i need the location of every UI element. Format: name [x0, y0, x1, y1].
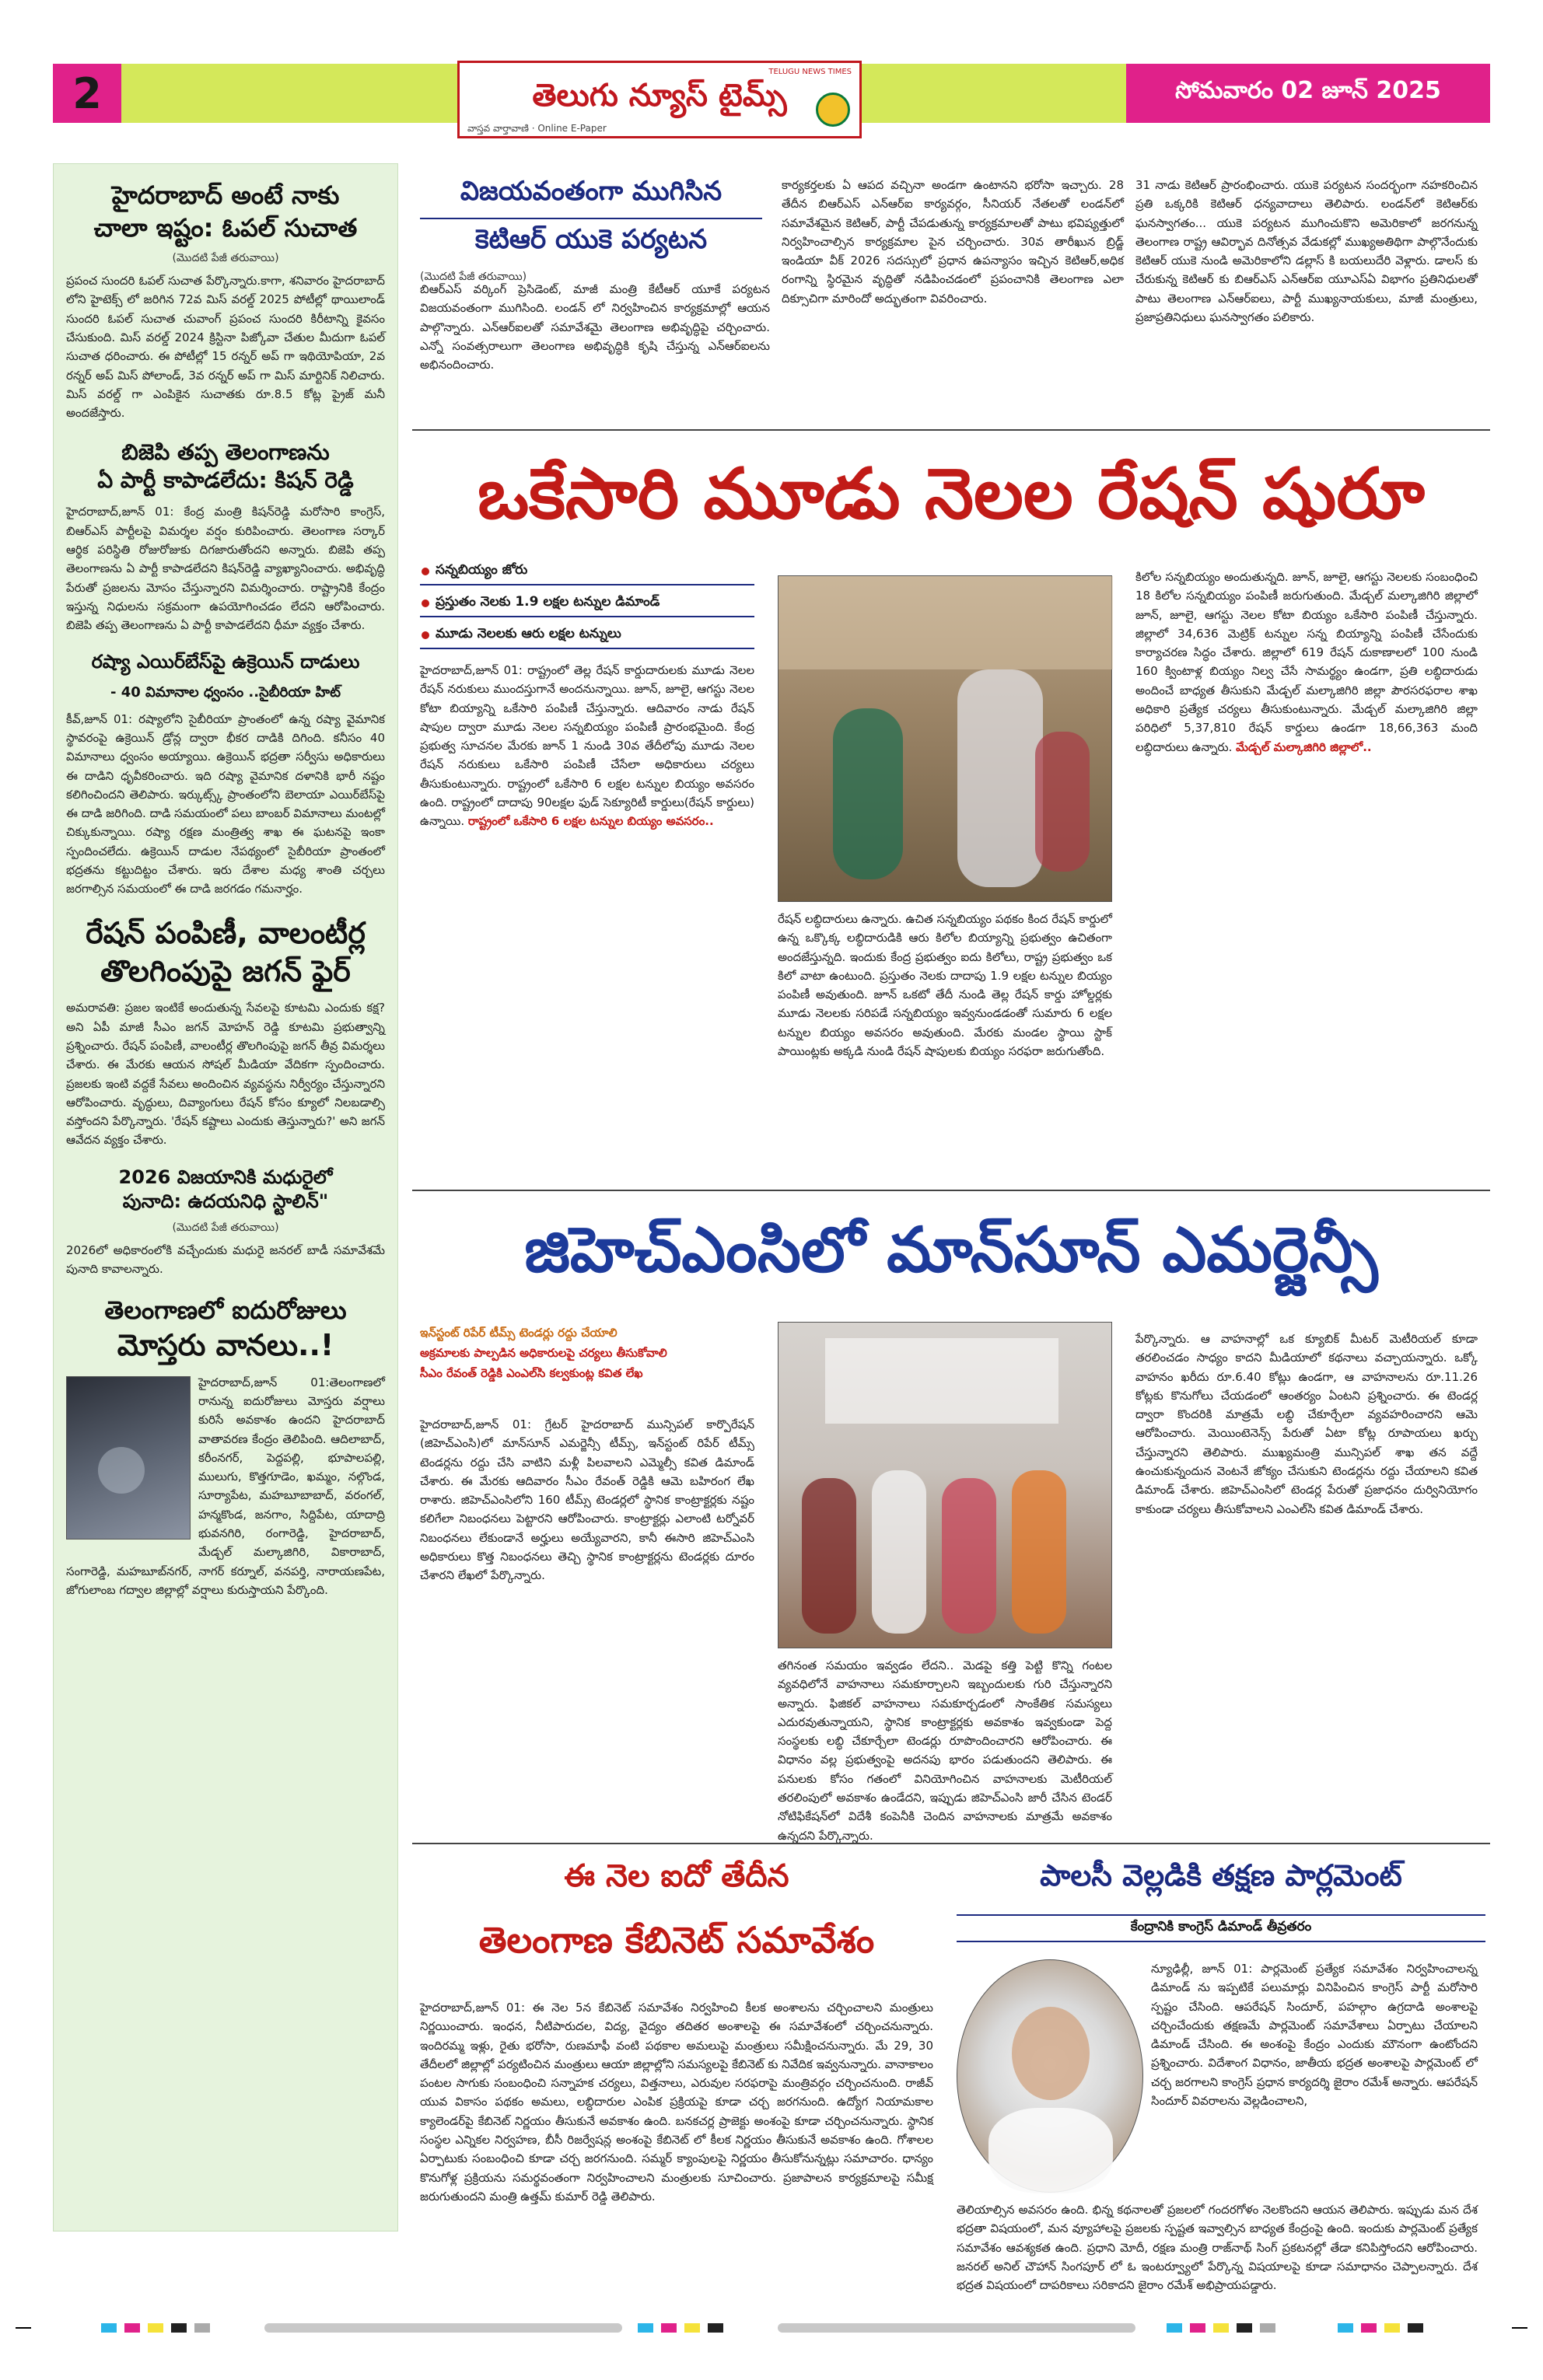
- ration-headline: ఒకేసారి మూడు నెలల రేషన్ షురూ: [478, 453, 1425, 535]
- page-header: [53, 61, 1490, 135]
- parliament-body-a: న్యూఢిల్లీ, జూన్ 01: పార్లమెంట్ ప్రత్యేక సమావేశం నిర్వహించాలన్న డిమాండ్ ను ఇప్పటికే పలుమార్లు వినిపించిన కాంగ్రెస్ పార్టీ మరోసారి స్పష్టం చేసింది. ఆపరేషన్ సిందూర్, పహల్గాం ఉగ్రదాడి అంశాలపై చర్చించేందుకు తక్షణమే పార్లమెంట్ సమావేశాలు ఏర్పాటు చేయాలని డిమాండ్ చేసింది. ఈ అంశంపై కేంద్రం ఎందుకు మౌనంగా ఉంటోందని ప్రశ్నించారు. విదేశాంగ విధానం, జాతీయ భద్రత అంశాలపై పార్లమెంట్ లో చర్చ జరగాలని కాంగ్రెస్ ప్రధాన కార్యదర్శి జైరాం రమేశ్ అన్నారు. ఆపరేషన్ సిందూర్ వివరాలను వెల్లడించాలని,: [1151, 1962, 1478, 2109]
- article-body: హైదరాబాద్,జూన్ 01: కేంద్ర మంత్రి కిషన్‌రెడ్డి మరోసారి కాంగ్రెస్, బిఆర్ఎస్ పార్టీలపై విమర్శల వర్షం కురిపించారు. తెలంగాణ సర్కార్ ఆర్థిక పరిస్థితి రోజురోజుకు దిగజారుతోందని అన్నారు. బిజెపి తప్ప తెలంగాణను ఏ పార్టీ కాపాడలేదని కిషన్‌రెడ్డి వ్యాఖ్యానించారు. అభివృద్ధి పేరుతో ప్రజలను మోసం చేస్తున్నారని విమర్శించారు. రాష్ట్రానికి కేంద్రం ఇస్తున్న నిధులను సక్రమంగా ఉపయోగించడం లేదని ఆరోపించారు. బిజెపి తప్ప తెలంగాణను ఏ పార్టీ కాపాడలేదని ధీమా వ్యక్తం చేశారు.: [66, 505, 385, 633]
- article-ukraine-attack: [66, 650, 385, 898]
- ghmc-subhead-1: ఇన్‌స్టంట్ రిపేర్ టీమ్స్ టెండర్లు రద్దు చేయాలి: [420, 1326, 618, 1340]
- ration-highlights: [420, 560, 754, 655]
- highlight-3: మూడు నెలలకు ఆరు లక్షల టన్నులు: [420, 624, 754, 649]
- issue-date: సోమవారం 02 జూన్ 2025: [1126, 64, 1490, 123]
- continued-note: (మొదటి పేజీ తరువాయి): [172, 252, 279, 265]
- title-line-1: తెలంగాణలో ఐదురోజులు: [104, 1295, 347, 1325]
- parliament-highlight: కేంద్రానికి కాంగ్రెస్ డిమాండ్ తీవ్రతరం: [957, 1914, 1485, 1942]
- title-line-1: విజయవంతంగా ముగిసిన: [420, 176, 762, 219]
- ktr-article-title: [420, 176, 762, 290]
- ghmc-col-2: తగినంత సమయం ఇవ్వడం లేదని.. మెడపై కత్తి పెట్టి కొన్ని గంటల వ్యవధిలోనే వాహనాలు సమకూర్చాలని ఇబ్బందులకు గురి చేస్తున్నారని అన్నారు. ఫిజికల్ వాహనాలు సమకూర్చడంలో సాంకేతిక సమస్యలు ఎదురవుతున్నాయని, స్థానిక కాంట్రాక్టర్లకు అవకాశం ఇవ్వకుండా పెద్ద సంస్థలకు లబ్ధి చేకూర్చేలా టెండర్లు రూపొందించారని ఆరోపించారు. ఈ విధానం వల్ల ప్రభుత్వంపై అదనపు భారం పడుతుందని తెలిపారు. ఈ పనులకు కోసం గతంలో వినియోగించిన వాహనాలకు మెటీరియల్ తరలింపులో అవకాశం ఉండేదని, ఇప్పుడు జిహెచ్ఎంసి జారీ చేసిన టెండర్ నోటిఫికేషన్‌లో విదేశీ కంపెనీకి చెందిన వాహనాలకు మాత్రమే అవకాశం ఉన్నదని పేర్కొన్నారు.: [778, 1658, 1112, 1843]
- article-body: కీవ్,జూన్ 01: రష్యాలోని సైబీరియా ప్రాంతంలో ఉన్న రష్యా వైమానిక స్థావరంపై ఉక్రెయిన్ డ్రోన్ల ద్వారా భీకర దాడికి దిగింది. కనీసం 40 విమానాలు ధ్వంసం అయ్యాయి. ఉక్రెయిన్ భద్రతా సర్వీసు అధికారులు ఈ దాడిని ధృవీకరించారు. ఇది రష్యా వైమానిక దళానికి భారీ నష్టం కలిగించిందని తెలిపారు. ఇర్కుట్స్క్ ప్రాంతంలోని బెలాయా ఎయిర్‌బేస్‌పై ఈ దాడి జరిగింది. దాడి సమయంలో పలు బాంబర్ విమానాలు మంటల్లో చిక్కుకున్నాయి. రష్యా రక్షణ మంత్రిత్వ శాఖ ఈ ఘటనపై ఇంకా స్పందించలేదు. ఉక్రెయిన్ దాడుల నేపథ్యంలో సైబీరియా ప్రాంతంలో భద్రతను కట్టుదిట్టం చేశారు. ఇరు దేశాల మధ్య శాంతి చర్చలు జరగాల్సిన సమయంలో ఈ దాడి జరగడం గమనార్హం.: [66, 711, 385, 896]
- article-body: 2026లో అధికారంలోకి వచ్చేందుకు మధురై జనరల్ బాడీ సమావేశమే పునాది కావాలన్నారు.: [66, 1243, 385, 1277]
- jairam-ramesh-photo: [957, 1959, 1143, 2193]
- ration-distribution-photo: [778, 575, 1112, 902]
- header-bar-left: [121, 64, 510, 123]
- logo-emblem-icon: [816, 93, 850, 127]
- article-body: ప్రపంచ సుందరి ఓపల్ సుచాత పేర్కొన్నారు.కాగా, శనివారం హైదరాబాద్ లోని హైటెక్స్ లో జరిగిన 72వ మిస్ వరల్డ్ 2025 పోటీల్లో థాయిలాండ్ సుందరి ఓపల్ సుచాత చువాంగ్ ప్రపంచ సుందరి కిరీటాన్ని కైవసం చేసుకుంది. మిస్ వరల్డ్ 2024 క్రిస్టినా పిజ్కోవా చేతుల మీదుగా ఓపల్ సుచాత ధరించారు. ఈ పోటీల్లో 15 రన్నర్ అప్ గా ఇథియోపియా, 2వ రన్నర్ అప్ మిస్ పోలాండ్, 3వ రన్నర్ అప్ గా మిస్ మార్టినిక్ నిలిచారు. మిస్ వరల్డ్ గా ఎంపికైన సుచాతకు రూ.8.5 కోట్ల ప్రైజ్ మనీ అందజేస్తారు.: [66, 274, 385, 421]
- article-udhayanidhi: [66, 1166, 385, 1279]
- title-line-1: రేషన్ పంపిణీ, వాలంటీర్ల: [86, 915, 366, 950]
- highlight-1: సన్నబియ్యం జోరు: [420, 560, 754, 585]
- article-title: [66, 1166, 385, 1214]
- title-line-2: ఏ పార్టీ కాపాడలేదు: కిషన్ రెడ్డి: [97, 467, 354, 493]
- title-line-2: చాలా ఇష్టం: ఓపల్ సుచాత: [93, 212, 358, 243]
- title-line-1: 2026 విజయానికి మధురైలో: [118, 1166, 333, 1188]
- main-news-area: [412, 163, 1490, 2293]
- crop-mark: [16, 2327, 31, 2329]
- title-line-1: బిజెపి తప్ప తెలంగాణను: [121, 439, 330, 465]
- print-registration-bar: [0, 2320, 1543, 2336]
- title-line-2: తొలగింపుపై జగన్ ఫైర్: [100, 953, 351, 988]
- ration-col-1-text: హైదరాబాద్,జూన్ 01: రాష్ట్రంలో తెల్ల రేషన్ కార్డుదారులకు మూడు నెలల రేషన్ నరుకులు ముందస్తుగానే అందనున్నాయి. జూన్, జూలై, ఆగస్టు నెలల కోటా బియ్యాన్ని ఒకేసారి పంపిణీ చేస్తున్నారు. ఆదివారం నాడు రేషన్ షాపుల ద్వారా మూడు నెలల సన్నబియ్యం పంపిణీ ప్రారంభమైంది. కేంద్ర ప్రభుత్వ సూచనల మేరకు జూన్ 1 నుండి 30వ తేదీలోపు మూడు నెలల రేషన్ నరుకులు ఒకేసారి పంపిణీ చేసేలా అధికారులు చర్యలు తీసుకుంటున్నారు. రాష్ట్రంలో ఒకేసారి 6 లక్షల టన్నుల బియ్యం అవసరం ఉంది. రాష్ట్రంలో దాదాపు 90లక్షల ఫుడ్ సెక్యూరిటీ కార్డులు(రేషన్ కార్డులు) ఉన్నాయి.: [420, 663, 754, 829]
- logo-title: తెలుగు న్యూస్ టైమ్స్: [532, 78, 787, 114]
- ghmc-col-3: పేర్కొన్నారు. ఆ వాహనాల్లో ఒక క్యూబిక్ మీటర్ మెటీరియల్ కూడా తరలించడం సాధ్యం కాదని మీడియాలో కథనాలు వచ్చాయన్నారు. ఒక్కో వాహనం ఖరీదు రూ.6.40 కోట్లు ఉండగా, ఆ వాహనాలను రూ.11.26 కోట్లకు కొనుగోలు చేయడంలో ఆంతర్యం ఏంటని ప్రశ్నించారు. ఈ టెండర్ల ద్వారా కొందరికి మాత్రమే లబ్ధి చేకూర్చేలా వ్యవహరించారని ఆమె ఆరోపించారు. మెయింటెనెన్స్ పేరుతో ఏటా కోట్ల రూపాయలు ఖర్చు చేస్తున్నారని తెలిపారు. ముఖ్యమంత్రి మున్సిపల్ శాఖ తన వద్దే ఉంచుకున్నందున వెంటనే జోక్యం చేసుకుని టెండర్లను రద్దు చేయాలని కవిత డిమాండ్ చేశారు. జిహెచ్ఎంసిలో టెండర్ల పేరుతో ప్రజాధనం దుర్వినియోగం కాకుండా చర్యలు తీసుకోవాలని ఎంఎల్‌సి కవిత డిమాండ్ చేశారు.: [1135, 1332, 1478, 1516]
- section-divider: [412, 1190, 1490, 1191]
- section-divider: [412, 429, 1490, 431]
- ghmc-headline: జిహెచ్‌ఎంసిలో మాన్‌సూన్ ఎమర్జెన్సీ: [524, 1214, 1378, 1286]
- title-line: పాలసీ వెల్లడికి తక్షణ పార్లమెంట్: [1040, 1858, 1402, 1892]
- ghmc-subhead-2: అక్రమాలకు పాల్పడిన అధికారులపై చర్యలు తీసుకోవాలి: [420, 1346, 667, 1360]
- highlight-2: ప్రస్తుతం నెలకు 1.9 లక్షల టన్నుల డిమాండ్: [420, 592, 754, 617]
- ktr-article-col-3: 31 నాడు కెటిఆర్ ప్రారంభించారు. యుకె పర్యటన సందర్భంగా నహకరించిన ప్రతి ఒక్కరికి కెటిఆర్ ధన్యవాదాలు తెలిపారు. లండన్‌లో కెటిఆర్‌కు ఘనస్వాగతం... యుకె పర్యటన ముగించుకొని అమెరికాలో జరగనున్న తెలంగాణ రాష్ట్ర ఆవిర్భావ దినోత్సవ వేడుకల్లో ముఖ్యఅతిథిగా పాల్గొనేందుకు కెటిఆర్ యుకె నుండి అమెరికాలోని డల్లాస్ కి బయలుదేరి వెళ్లారు. డాలస్ కు చేరుకున్న కెటిఆర్ కు బిఆర్ఎస్ ఎన్ఆర్ఐ యూఎస్ఏ విభాగం ప్రతినిధులతో పాటు తెలంగాణ ఎన్ఆర్ఐలు, పార్టీ ముఖ్యనాయకులు, మాజీ మంత్రులు, ప్రజాప్రతినిధులు ఘనస్వాగతం పలికారు.: [1135, 178, 1478, 325]
- ktr-article-col-1: బిఆర్ఎస్ వర్కింగ్ ప్రెసిడెంట్, మాజీ మంత్రి కేటీఆర్ యూకే పర్యటన విజయవంతంగా ముగిసింది. లండన్ లో నిర్వహించిన కార్యక్రమాల్లో ఆయన పాల్గొన్నారు. ఎన్ఆర్ఐలతో సమావేశమై తెలంగాణ అభివృద్ధిపై చర్చించారు. ఎన్నో సంవత్సరాలుగా తెలంగాణ అభివృద్ధికి కృషి చేస్తున్న ఎన్ఆర్ఐలను అభినందించారు.: [420, 282, 770, 372]
- article-body: అమరావతి: ప్రజల ఇంటికే అందుతున్న సేవలపై కూటమి ఎందుకు కక్ష? అని ఏపీ మాజీ సీఎం జగన్ మోహన్ రెడ్డి కూటమి ప్రభుత్వాన్ని ప్రశ్నించారు. రేషన్ పంపిణీ, వాలంటీర్ల తొలగింపుపై జగన్ తీవ్ర విమర్శలు చేశారు. ఈ మేరకు ఆయన సోషల్ మీడియా వేదికగా స్పందించారు. ప్రజలకు ఇంటి వద్దకే సేవలు అందించిన వ్యవస్థను నిర్వీర్యం చేస్తున్నారని ఆరోపించారు. వృద్ధులు, దివ్యాంగులు రేషన్ కోసం క్యూలో నిలబడాల్సి వస్తోందని పేర్కొన్నారు. 'రేషన్ కష్టాలు ఎందుకు తెస్తున్నారు?' అని జగన్ ఆవేదన వ్యక్తం చేశారు.: [66, 1001, 385, 1148]
- article-rains: [66, 1295, 385, 1600]
- parliament-article-title: [957, 1858, 1485, 1942]
- title-line-1: ఈ నెల ఐదో తేదీన: [564, 1858, 789, 1894]
- title-line-2: మోస్తరు వానలు..!: [117, 1328, 334, 1363]
- ration-col-3-highlight: మేడ్చల్ మల్కాజిగిరి జిల్లాలో..: [1236, 739, 1372, 754]
- kavitha-press-photo: [778, 1322, 1112, 1648]
- article-title: [66, 914, 385, 991]
- ration-col-3: [1135, 568, 1478, 757]
- ghmc-subheads: [420, 1326, 754, 1386]
- cabinet-body: హైదరాబాద్,జూన్ 01: ఈ నెల 5న కేబినెట్ సమావేశం నిర్వహించి కీలక అంశాలను చర్చించాలని మంత్రులు నిర్ణయించారు. ఇంధన, నీటిపారుదల, విద్య, వైద్యం తదితర అంశాలపై ఈ సమావేశంలో చర్చించనున్నారు. ఇందిరమ్మ ఇళ్లు, రైతు భరోసా, రుణమాఫీ వంటి పథకాల అమలుపై మంత్రులు సమీక్షించనున్నారు. మే 29, 30 తేదీలలో జిల్లాల్లో పర్యటించిన మంత్రులు ఆయా జిల్లాల్లోని సమస్యలపై కేబినెట్ కు నివేదిక ఇవ్వనున్నారు. వానాకాలం పంటల సాగుకు సంబంధించి సన్నాహక చర్యలు, విత్తనాలు, ఎరువుల సరఫరాపై మంత్రివర్గం చర్చించనుంది. రాజీవ్ యువ వికాసం పథకం అమలు, లబ్ధిదారుల ఎంపిక ప్రక్రియపై కూడా చర్చ జరగనుంది. ఉద్యోగ నియామకాల క్యాలెండర్‌పై కేబినెట్ నిర్ణయం తీసుకునే అవకాశం ఉంది. బనకచర్ల ప్రాజెక్టు అంశంపై కూడా చర్చించనున్నారు. స్థానిక సంస్థల ఎన్నికల నిర్వహణ, బీసీ రిజర్వేషన్ల అంశంపై కేబినెట్ లో కీలక నిర్ణయం తీసుకునే అవకాశం ఉంది. గోశాలల ఏర్పాటుకు సంబంధించి కూడా చర్చ జరగనుంది. సమ్మర్ క్యాంపులపై నిర్ణయం తీసుకోనున్నట్లు సమాచారం. ధాన్యం కొనుగోళ్ల ప్రక్రియను సమర్థవంతంగా నిర్వహించాలని మంత్రులకు సూచించారు. ప్రజాపాలన కార్యక్రమాలపై సమీక్ష జరుగుతుందని మంత్రి ఉత్తమ్ కుమార్ రెడ్డి తెలిపారు.: [420, 2001, 933, 2204]
- page-number: 2: [53, 64, 121, 123]
- cabinet-title: [420, 1858, 933, 1970]
- article-title: [66, 180, 385, 244]
- ktr-article-col-2: కార్యకర్తలకు ఏ ఆపద వచ్చినా అండగా ఉంటానని భరోసా ఇచ్చారు. 28 తేదీన బిఆర్ఎస్ ఎన్ఆర్ఐ కార్యవర్గం, సీనియర్ నేతలతో లండన్‌లో సమావేశమైన కెటిఆర్, పార్టీ చేపడుతున్న కార్యక్రమాలతో పాటు భవిష్యత్తులో నిర్వహించాల్సిన కార్యక్రమాల పైన చర్చించారు. 30వ తారీఖున బ్రిడ్జ్ ఇండియా వీక్ 2026 సదస్సులో ప్రధాన ఉపన్యాసం ఇచ్చిన కెటిఆర్,అధిక రంగాన్ని స్థిరమైన వృద్ధితో నడిపించడంలో ప్రపంచానికి తెలంగాణ ఎలా దిక్సూచిగా మారిందో అద్భుతంగా వివరించారు.: [782, 178, 1124, 306]
- article-title: [66, 439, 385, 495]
- crop-mark: [1512, 2327, 1527, 2329]
- ration-col-2: రేషన్ లబ్ధిదారులు ఉన్నారు. ఉచిత సన్నబియ్యం పథకం కింద రేషన్ కార్డులో ఉన్న ఒక్కొక్క లబ్ధిదారుడికి ఆరు కిలోల బియ్యాన్ని ప్రభుత్వం ఉచితంగా అందజేస్తున్నది. ఇందుకు కేంద్ర ప్రభుత్వం ఐదు కిలోలు, రాష్ట్ర ప్రభుత్వం ఒక కిలో వాటా ఉంటుంది. ప్రస్తుతం నెలకు దాదాపు 1.9 లక్షల టన్నుల బియ్యం పంపిణీ అవుతుంది. జూన్ ఒకటో తేదీ నుండి తెల్ల రేషన్ కార్డు హోల్డర్లకు మూడు నెలలకు సరిపడే సన్నబియ్యం ఇవ్వనుండడంతో సుమారు 6 లక్షల టన్నుల బియ్యం అవసరం అవుతుంది. మేరకు మండల స్థాయి స్టాక్ పాయింట్లకు అక్కడి నుండి రేషన్ షాపులకు బియ్యం సరఫరా జరుగుతోంది.: [778, 912, 1112, 1059]
- title-line-2: కెటిఆర్ యుకె పర్యటన: [474, 224, 708, 255]
- article-title: రష్యా ఎయిర్‌బేస్‌పై ఉక్రెయిన్ దాడులు: [91, 651, 360, 673]
- article-body: హైదరాబాద్,జూన్ 01:తెలంగాణలో రానున్న ఐదురోజులు మోస్తరు వర్షాలు కురిసే అవకాశం ఉందని హైదరాబాద్ వాతావరణ కేంద్రం తెలిపింది. ఆదిలాబాద్, కరీంనగర్, పెద్దపల్లి, భూపాలపల్లి, ములుగు, కొత్తగూడెం, ఖమ్మం, నల్గొండ, సూర్యాపేట, మహబూబాబాద్, వరంగల్, హన్మకొండ, జనగాం, సిద్దిపేట, యాదాద్రి భువనగిరి, రంగారెడ్డి, హైదరాబాద్, మేడ్చల్ మల్కాజిగిరి, వికారాబాద్, సంగారెడ్డి, మహబూబ్‌నగర్, నాగర్ కర్నూల్, వనపర్తి, నారాయణపేట, జోగులాంబ గద్వాల జిల్లాల్లో వర్షాలు కురుస్తాయని పేర్కొంది.: [66, 1375, 385, 1597]
- parliament-body-b: తెలియాల్సిన అవసరం ఉంది. భిన్న కథనాలతో ప్రజలలో గందరగోళం నెలకొందని ఆయన తెలిపారు. ఇప్పుడు మన దేశ భద్రతా విషయంలో, మన వ్యూహాలపై ప్రజలకు స్పష్టత ఇవ్వాల్సిన బాధ్యత కేంద్రంపై ఉంది. ఇందుకు పార్లమెంట్ ప్రత్యేక సమావేశం ఆవశ్యకత ఉంది. ప్రధాని మోదీ, రక్షణ మంత్రి రాజ్‌నాథ్ సింగ్ ప్రకటనల్లో తేడా కనిపిస్తోందని ఆరోపించారు. జనరల్ అనిల్ చౌహాన్ సింగపూర్ లో ఓ ఇంటర్వ్యూలో పేర్కొన్న విషయాలపై కూడా సమాధానం చెప్పాలన్నారు. దేశ భద్రత విషయంలో దాపరికాలు సరికాదని జైరాం రమేశ్ అభిప్రాయపడ్డారు.: [957, 2203, 1478, 2293]
- article-title: [66, 1295, 385, 1365]
- ration-col-1-highlight: రాష్ట్రంలో ఒకేసారి 6 లక్షల టన్నుల బియ్యం అవసరం..: [467, 814, 714, 829]
- article-kishan-reddy: [66, 439, 385, 635]
- logo-english-name: TELUGU NEWS TIMES: [768, 68, 852, 76]
- logo-tagline: వాస్తవ వార్తావాణి · Online E-Paper: [467, 123, 607, 134]
- ghmc-col-1: హైదరాబాద్,జూన్ 01: గ్రేటర్ హైదరాబాద్ మున్సిపల్ కార్పొరేషన్ (జిహెచ్ఎంసి)లో మాన్‌సూన్ ఎమర్జెన్సీ టీమ్స్, ఇన్‌స్టంట్ రిపేర్ టీమ్స్ టెండర్లను రద్దు చేసి వాటిని మళ్లీ పిలవాలని ఎమ్మెల్సీ కవిత డిమాండ్ చేశారు. ఈ మేరకు ఆదివారం సీఎం రేవంత్ రెడ్డికి ఆమె బహిరంగ లేఖ రాశారు. జిహెచ్ఎంసిలోని 160 టీమ్స్ టెండర్లలో స్థానిక కాంట్రాక్టర్లకు నష్టం కలిగేలా నిబంధనలు పెట్టారని ఆరోపించారు. కాంట్రాక్టర్లు ఎలాంటి టర్నోవర్ నిబంధనలు లేకుండానే అర్హులు అయ్యేవారని, కానీ ఈసారి జిహెచ్ఎంసి అధికారులు కొత్త నిబంధనలు తెచ్చి స్థానిక కాంట్రాక్టర్లను టెండర్లకు దూరం చేశారని లేఖలో పేర్కొన్నారు.: [420, 1417, 754, 1583]
- title-line-2: పునాది: ఉదయనిధి స్టాలిన్": [122, 1190, 329, 1212]
- section-divider: [412, 1843, 1490, 1844]
- continued-note: (మొదటి పేజీ తరువాయి): [172, 1221, 279, 1235]
- article-opal-suchata: [66, 180, 385, 423]
- article-subtitle: - 40 విమానాల ధ్వంసం ..సైబీరియా హిట్: [110, 683, 341, 701]
- rain-photo: [66, 1376, 191, 1539]
- left-news-column: [53, 163, 398, 2231]
- masthead-logo: [457, 61, 862, 138]
- ration-col-1: [420, 661, 754, 831]
- article-jagan: [66, 914, 385, 1150]
- title-line-2: తెలంగాణ కేబినెట్ సమావేశం: [478, 1919, 875, 1961]
- title-line-1: హైదరాబాద్ అంటే నాకు: [111, 180, 340, 210]
- continued-note: (మొదటి పేజీ తరువాయి): [420, 271, 527, 283]
- ration-col-3-text: కిలోల సన్నబియ్యం అందుతున్నది. జూన్, జూలై, ఆగస్టు నెలలకు సంబంధించి 18 కిలోల సన్నబియ్యం పంపిణీ జరుగుతుంది. మేడ్చల్ మల్కాజిగిరి జిల్లాలో జూన్, జూలై, ఆగస్టు నెలల కోటా బియ్యం ఒకేసారి పంపిణీ చేస్తున్నారు. జిల్లాలో 34,636 మెట్రిక్ టన్నుల సన్న బియ్యాన్ని పంపిణీ చేసేందుకు కార్యాచరణ సిద్ధం చేశారు. జిల్లాలో 619 రేషన్ దుకాణాలలో 100 నుండి 160 క్వింటాళ్ల బియ్యం నిల్వ చేసే సామర్థ్యం ఉండగా, ప్రతి లబ్ధిదారుడు అందించే బాధ్యత తీసుకుని మేడ్చల్ మల్కాజిగిరి జిల్లా పౌరసరఫరాల శాఖ అధికారి ప్రత్యేక చర్యలు తీసుకుంటున్నారు. మేడ్చల్ మల్కాజిగిరి జిల్లా పరిధిలో 5,37,810 రేషన్ కార్డులు ఉండగా 18,66,363 మంది లబ్ధిదారులు ఉన్నారు.: [1135, 570, 1478, 754]
- ghmc-subhead-3: సీఎం రేవంత్ రెడ్డికి ఎంఎల్‌సి కల్వకుంట్ల కవిత లేఖ: [420, 1366, 643, 1380]
